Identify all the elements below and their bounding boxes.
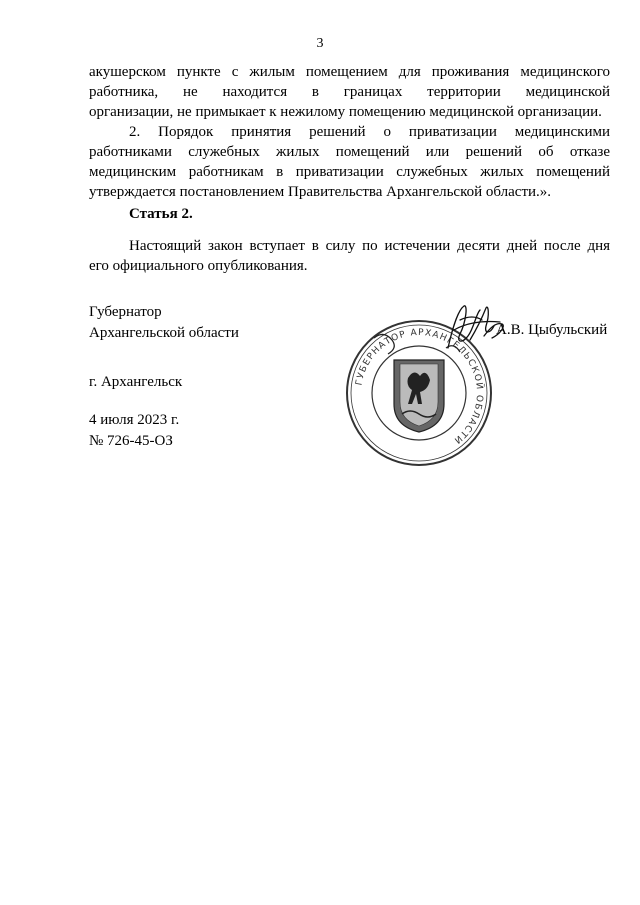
text-line: медицинским работникам в приватизации служебных жилых помещений [89,164,610,180]
clause-2-paragraph [89,122,610,202]
text-line: работника, не находится в границах территории медицинской [89,84,610,100]
signer-title [89,302,239,344]
signing-date: 4 июля 2023 г. [89,412,180,428]
text-line: работниками служебных жилых помещений или решений об отказе [89,144,610,160]
continuation-paragraph [89,62,610,122]
article-2-heading: Статья 2. [129,206,193,222]
text-line: организации, не примыкает к нежилому помещению медицинской организации. [89,104,602,120]
law-number: № 726-45-ОЗ [89,433,173,449]
seal-ring-text: ГУБЕРНАТОР АРХАНГЕЛЬСКОЙ ОБЛАСТИ [354,327,485,446]
coat-of-arms-icon [394,360,444,432]
page-number: 3 [316,36,324,51]
signer-title-line: Губернатор [89,304,162,320]
signer-title-line: Архангельской области [89,325,239,341]
signing-date-block [89,410,179,452]
article-2-paragraph [89,236,610,276]
text-line: утверждается постановлением Правительства Архангельской области.». [89,184,552,200]
signing-city: г. Архангельск [89,374,183,390]
text-line: 2. Порядок принятия решений о приватизации медицинскими [129,124,610,140]
text-line: акушерском пункте с жилым помещением для проживания медицинского [89,64,610,80]
signer-name: А.В. Цыбульский [496,322,608,338]
text-line: Настоящий закон вступает в силу по истечении десяти дней после дня [129,238,610,254]
text-line: его официального опубликования. [89,258,308,274]
handwritten-signature [440,300,510,360]
